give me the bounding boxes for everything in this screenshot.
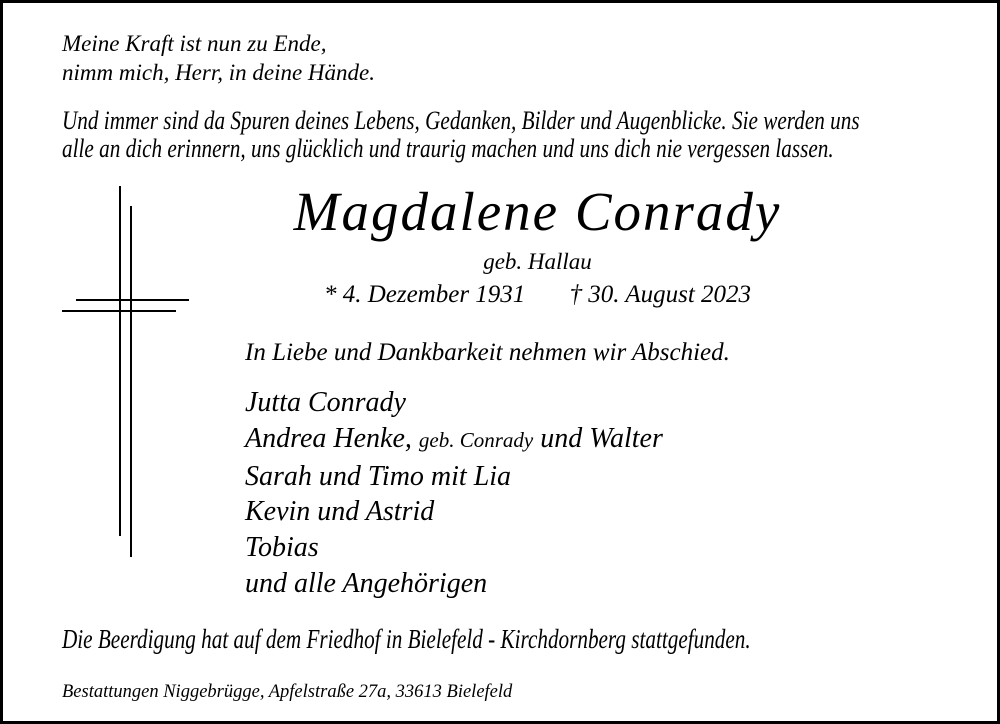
mourner-line-4: Kevin und Astrid bbox=[245, 496, 435, 528]
epigraph-line-1: Meine Kraft ist nun zu Ende, bbox=[62, 31, 327, 56]
cross-horizontal-line-2 bbox=[62, 310, 176, 312]
intro-line-1: Und immer sind da Spuren deines Lebens, Gedanken, Bilder und Augenblicke. Sie werden uns bbox=[62, 105, 860, 135]
mourner-line-2-suffix: und Walter bbox=[540, 422, 663, 454]
mourner-line-2 bbox=[245, 421, 663, 459]
intro-paragraph bbox=[62, 106, 1000, 162]
mourner-line-5: Tobias bbox=[245, 532, 319, 564]
deceased-name: Magdalene Conrady bbox=[293, 181, 782, 242]
farewell-line: In Liebe und Dankbarkeit nehmen wir Abschied. bbox=[245, 339, 730, 366]
deceased-block bbox=[245, 181, 830, 308]
mourners-list bbox=[245, 385, 663, 602]
mourner-line-2-maiden: geb. Conrady bbox=[418, 427, 534, 452]
cross-vertical-line-1 bbox=[119, 186, 121, 536]
mourner-line-6: und alle Angehörigen bbox=[245, 567, 488, 599]
life-dates bbox=[245, 282, 830, 308]
cross-horizontal-line-1 bbox=[76, 299, 189, 301]
epigraph bbox=[62, 29, 375, 87]
maiden-name: geb. Hallau bbox=[483, 249, 592, 274]
funeral-note: Die Beerdigung hat auf dem Friedhof in Bielefeld - Kirchdornberg stattgefunden. bbox=[62, 623, 751, 654]
mourner-line-3: Sarah und Timo mit Lia bbox=[245, 460, 512, 492]
death-date: † 30. August 2023 bbox=[569, 281, 752, 308]
epigraph-line-2: nimm mich, Herr, in deine Hände. bbox=[62, 60, 376, 85]
funeral-home-address: Bestattungen Niggebrügge, Apfelstraße 27a, 33613 Bielefeld bbox=[62, 682, 513, 702]
birth-date: * 4. Dezember 1931 bbox=[323, 281, 526, 308]
mourner-line-2-name: Andrea Henke, bbox=[245, 422, 412, 454]
cross-vertical-line-2 bbox=[130, 206, 132, 557]
mourner-line-1: Jutta Conrady bbox=[245, 387, 406, 418]
intro-line-2: alle an dich erinnern, uns glücklich und traurig machen und uns dich nie vergessen lassen. bbox=[62, 133, 834, 163]
